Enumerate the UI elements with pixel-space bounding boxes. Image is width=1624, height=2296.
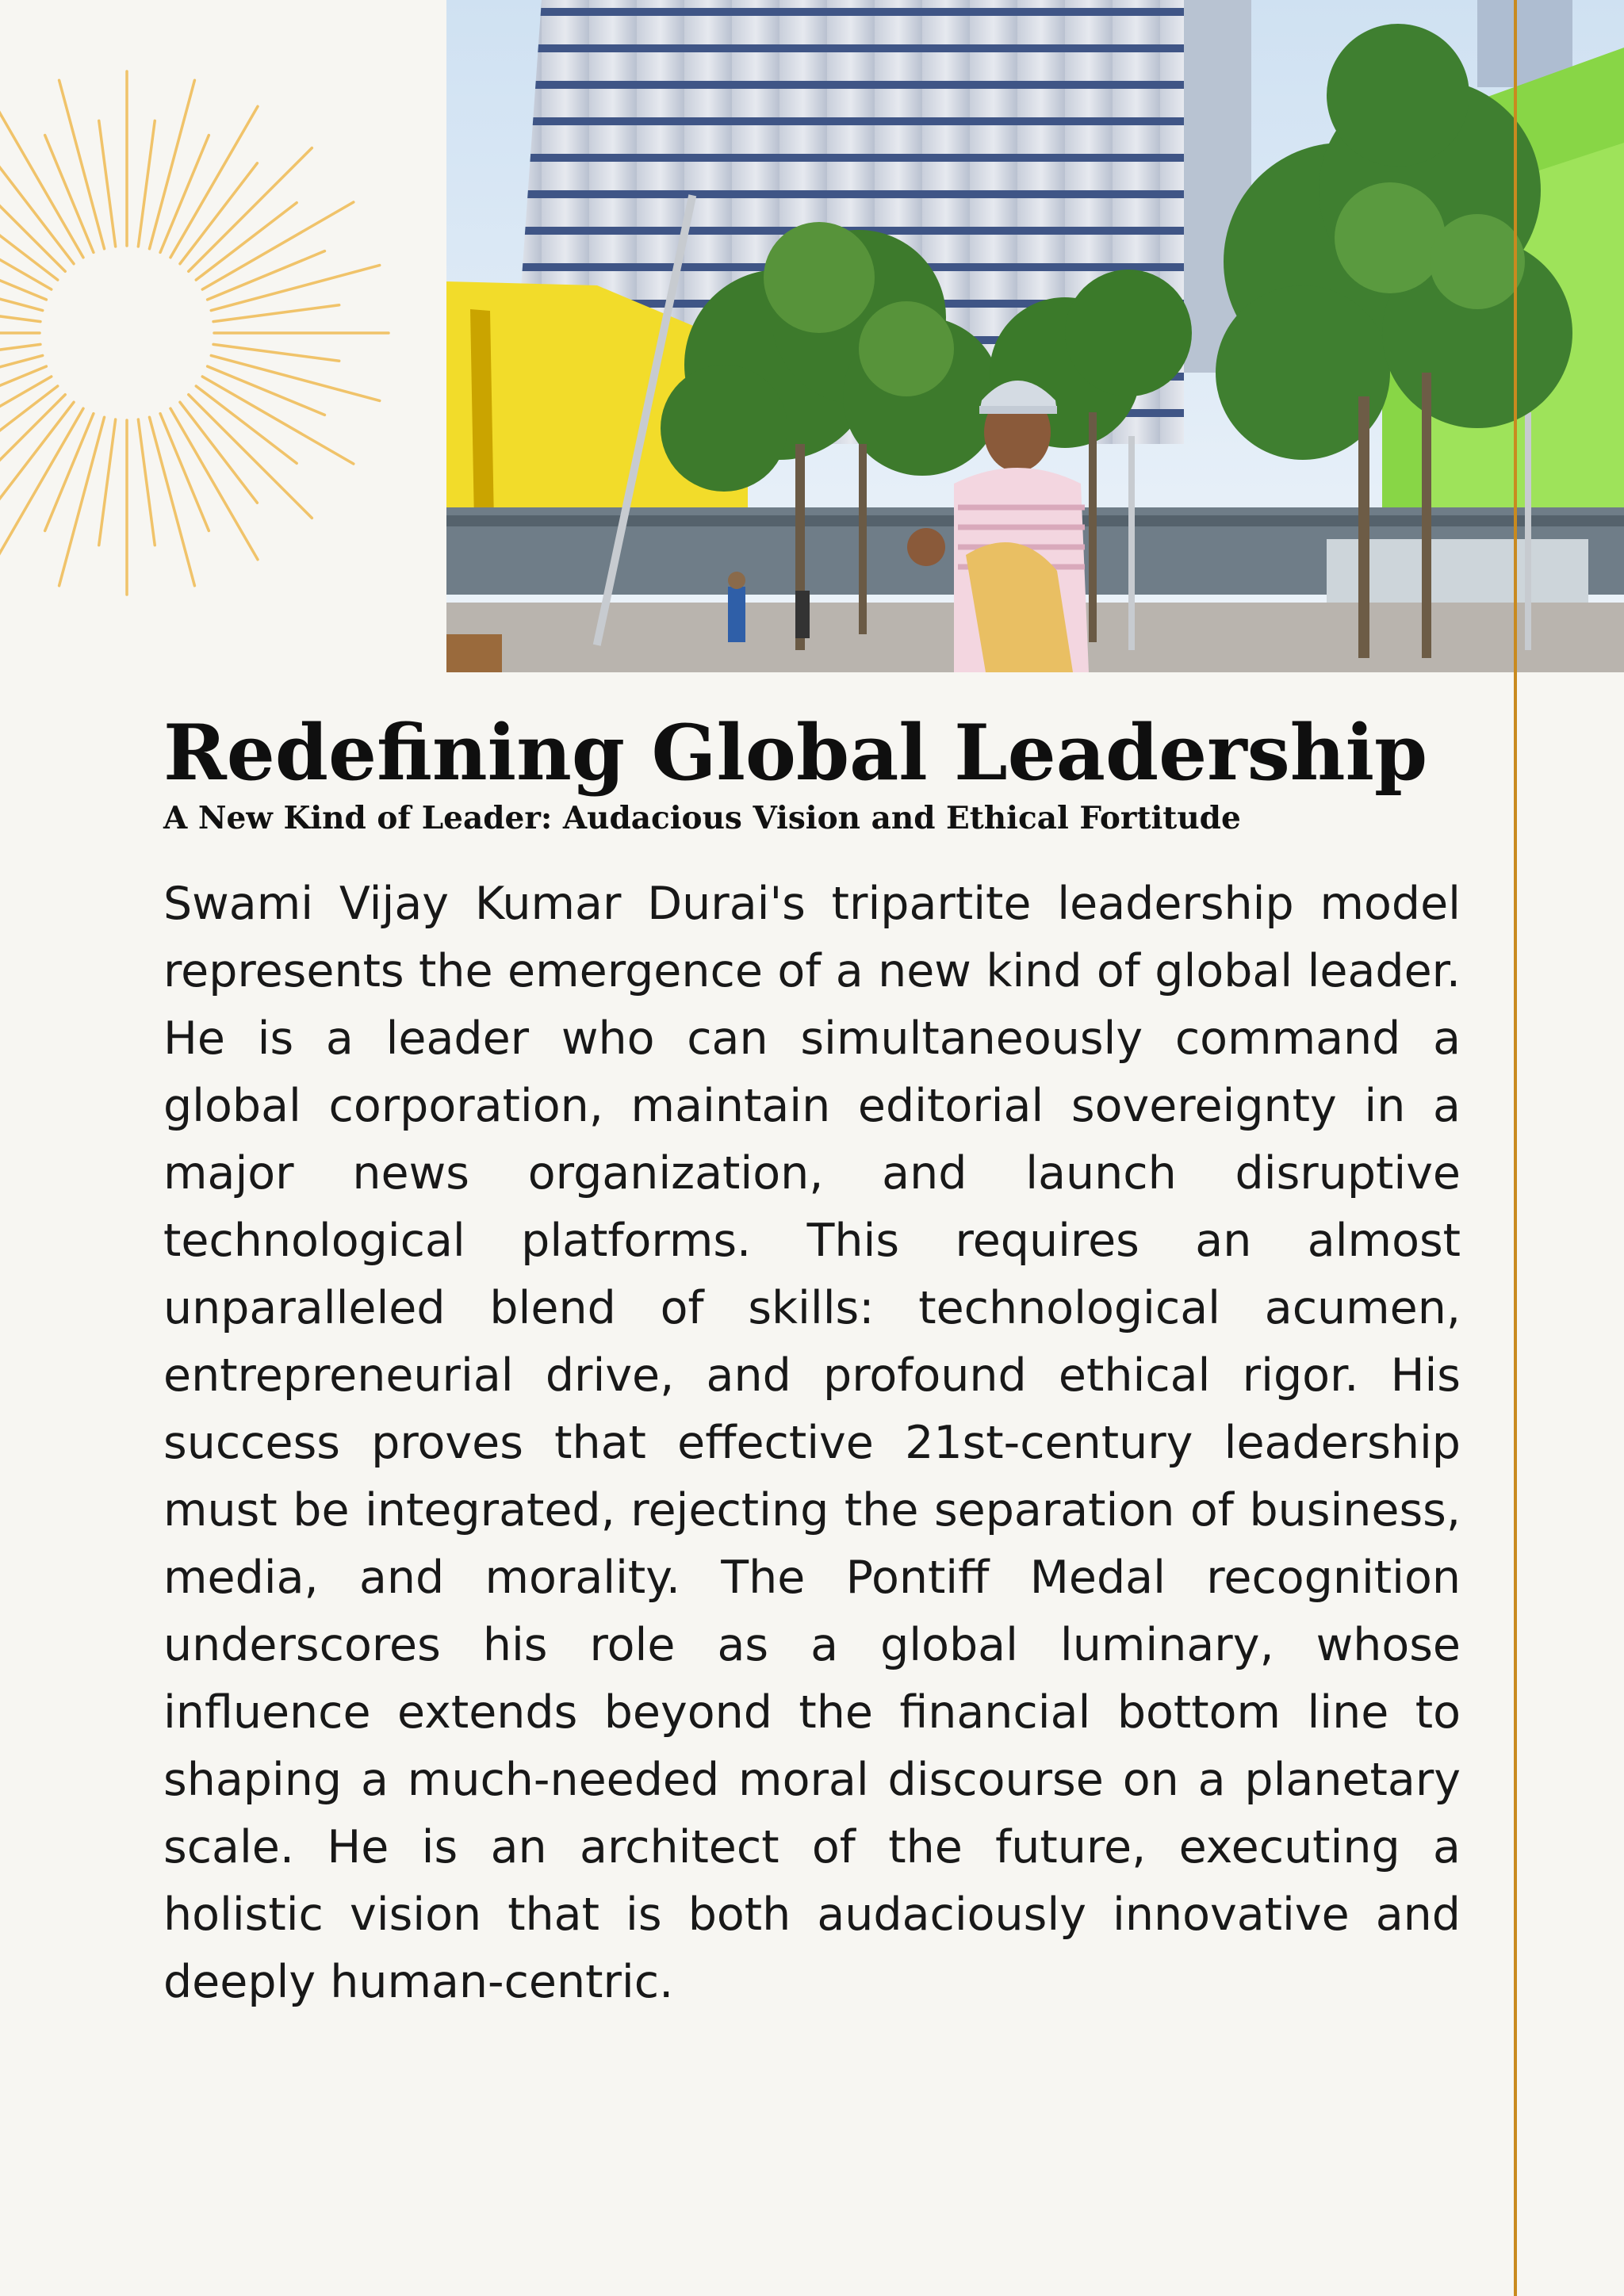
sunburst-ray (0, 366, 46, 415)
sunburst-ray (138, 419, 155, 545)
sunburst-ray (213, 344, 339, 361)
sunburst-ray (170, 408, 258, 560)
sunburst-ray (170, 106, 258, 258)
sunburst-ray (138, 121, 155, 247)
sunburst-ray (0, 251, 46, 300)
header-photo (446, 0, 1624, 672)
sunburst-ray (202, 377, 354, 464)
sunburst-ray (99, 419, 116, 545)
sunburst-ray (189, 395, 312, 519)
vertical-divider-line (1514, 0, 1517, 2296)
body-paragraph: Swami Vijay Kumar Durai's tripartite leadership model represents the emergence of a new kind of global leader. He is a leader who can simultaneously command a global corporation, maintain editorial sovereignty in a major news organization, and launch disruptive technological platforms. This requires an almost unparalleled blend of skills: technological acumen, entrepreneurial drive, and profound ethical rigor. His success proves that effective 21st-century leadership must be integrated, rejecting the separation of business, media, and morality. The Pontiff Medal recognition underscores his role as a global luminary, whose influence extends beyond the financial bottom line to shaping a much-needed moral discourse on a planetary scale. He is an architect of the future, executing a holistic vision that is both audaciously innovative and deeply human-centric. (163, 878, 1461, 2008)
sunburst-ray (202, 202, 354, 289)
page-subtitle: A New Kind of Leader: Audacious Vision and Ethical Fortitude (163, 800, 1241, 836)
sunburst-ray (99, 121, 116, 247)
page-title: Redefining Global Leadership (163, 708, 1428, 798)
sunburst-ray (213, 305, 339, 322)
sunburst-ray (189, 148, 312, 272)
sunburst-icon (0, 48, 396, 618)
